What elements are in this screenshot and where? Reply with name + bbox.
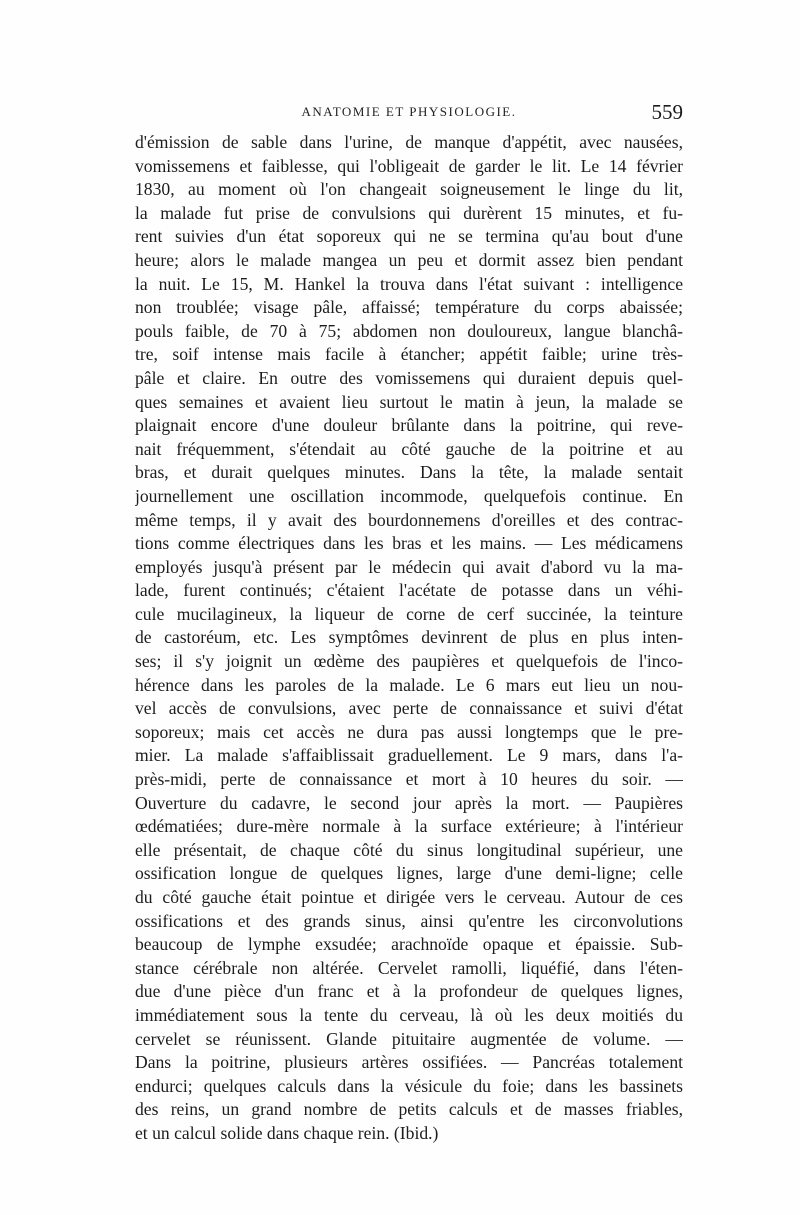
text-line: elle présentait, de chaque côté du sinus longitudinal supérieur, une — [135, 839, 683, 860]
text-line: non troublée; visage pâle, affaissé; température du corps abaissée; — [135, 297, 683, 318]
text-line: la nuit. Le 15, M. Hankel la trouva dans l'état suivant : intelligence — [135, 273, 683, 294]
text-line: et un calcul solide dans chaque rein. (Ibid.) — [135, 1122, 439, 1143]
text-line: lade, furent continués; c'étaient l'acétate de potasse dans un véhi- — [135, 580, 683, 601]
running-title: ANATOMIE ET PHYSIOLOGIE. — [301, 104, 517, 119]
page-header — [135, 100, 683, 130]
page-number: 559 — [651, 100, 683, 124]
text-line: rent suivies d'un état soporeux qui ne se termina qu'au bout d'une — [135, 226, 683, 247]
text-line: mier. La malade s'affaiblissait graduellement. Le 9 mars, dans l'a- — [135, 745, 683, 766]
text-line: ossifications et des grands sinus, ainsi qu'entre les circonvolutions — [135, 910, 683, 931]
text-line: pouls faible, de 70 à 75; abdomen non douloureux, langue blanchâ- — [135, 320, 683, 341]
text-line: hérence dans les paroles de la malade. Le 6 mars eut lieu un nou- — [135, 674, 683, 695]
text-line: nait fréquemment, s'étendait au côté gauche de la poitrine et au — [135, 438, 683, 459]
text-line: ses; il s'y joignit un œdème des paupières et quelquefois de l'inco- — [135, 651, 683, 672]
text-line: ossification longue de quelques lignes, large d'une demi-ligne; celle — [135, 863, 683, 884]
text-line: beaucoup de lymphe exsudée; arachnoïde opaque et épaissie. Sub- — [135, 934, 683, 955]
text-line: Dans la poitrine, plusieurs artères ossifiées. — Pancréas totalement — [135, 1052, 683, 1073]
text-line: plaignait encore d'une douleur brûlante dans la poitrine, qui reve- — [135, 415, 683, 436]
text-line: Ouverture du cadavre, le second jour après la mort. — Paupières — [135, 792, 683, 813]
text-line: près-midi, perte de connaissance et mort à 10 heures du soir. — — [135, 769, 683, 790]
text-line: tre, soif intense mais facile à étancher; appétit faible; urine très- — [135, 344, 683, 365]
text-line: endurci; quelques calculs dans la vésicule du foie; dans les bassinets — [135, 1075, 683, 1096]
text-line: journellement une oscillation incommode, quelquefois continue. En — [135, 485, 683, 506]
text-line: 1830, au moment où l'on changeait soigneusement le linge du lit, — [135, 179, 683, 200]
text-line: même temps, il y avait des bourdonnemens d'oreilles et des contrac- — [135, 509, 683, 530]
text-line: cervelet se réunissent. Glande pituitaire augmentée de volume. — — [135, 1028, 683, 1049]
text-line: employés jusqu'à présent par le médecin qui avait d'abord vu la ma- — [135, 556, 683, 577]
text-line: d'émission de sable dans l'urine, de manque d'appétit, avec nausées, — [135, 132, 683, 152]
text-line: bras, et durait quelques minutes. Dans la tête, la malade sentait — [135, 462, 683, 483]
body-text — [135, 131, 683, 1146]
text-line: la malade fut prise de convulsions qui durèrent 15 minutes, et fu- — [135, 202, 683, 223]
text-line: soporeux; mais cet accès ne dura pas aussi longtemps que le pre- — [135, 721, 683, 742]
text-line: vomissemens et faiblesse, qui l'obligeait de garder le lit. Le 14 février — [135, 155, 683, 176]
text-line: heure; alors le malade mangea un peu et dormit assez bien pendant — [135, 249, 683, 270]
text-line: due d'une pièce d'un franc et à la profondeur de quelques lignes, — [135, 981, 683, 1002]
text-line: pâle et claire. En outre des vomissemens qui duraient depuis quel- — [135, 367, 683, 388]
text-line: œdématiées; dure-mère normale à la surface extérieure; à l'intérieur — [135, 816, 683, 837]
text-line: cule mucilagineux, la liqueur de corne de cerf succinée, la teinture — [135, 603, 683, 624]
text-line: des reins, un grand nombre de petits calculs et de masses friables, — [135, 1099, 683, 1120]
text-line: tions comme électriques dans les bras et les mains. — Les médicamens — [135, 533, 683, 554]
text-line: ques semaines et avaient lieu surtout le matin à jeun, la malade se — [135, 391, 683, 412]
text-line: du côté gauche était pointue et dirigée vers le cerveau. Autour de ces — [135, 887, 683, 907]
text-line: immédiatement sous la tente du cerveau, là où les deux moitiés du — [135, 1004, 683, 1025]
text-line: de castoréum, etc. Les symptômes devinrent de plus en plus inten- — [135, 627, 683, 648]
text-line: vel accès de convulsions, avec perte de connaissance et suivi d'état — [135, 698, 683, 719]
text-line: stance cérébrale non altérée. Cervelet ramolli, liquéfié, dans l'éten- — [135, 957, 683, 978]
